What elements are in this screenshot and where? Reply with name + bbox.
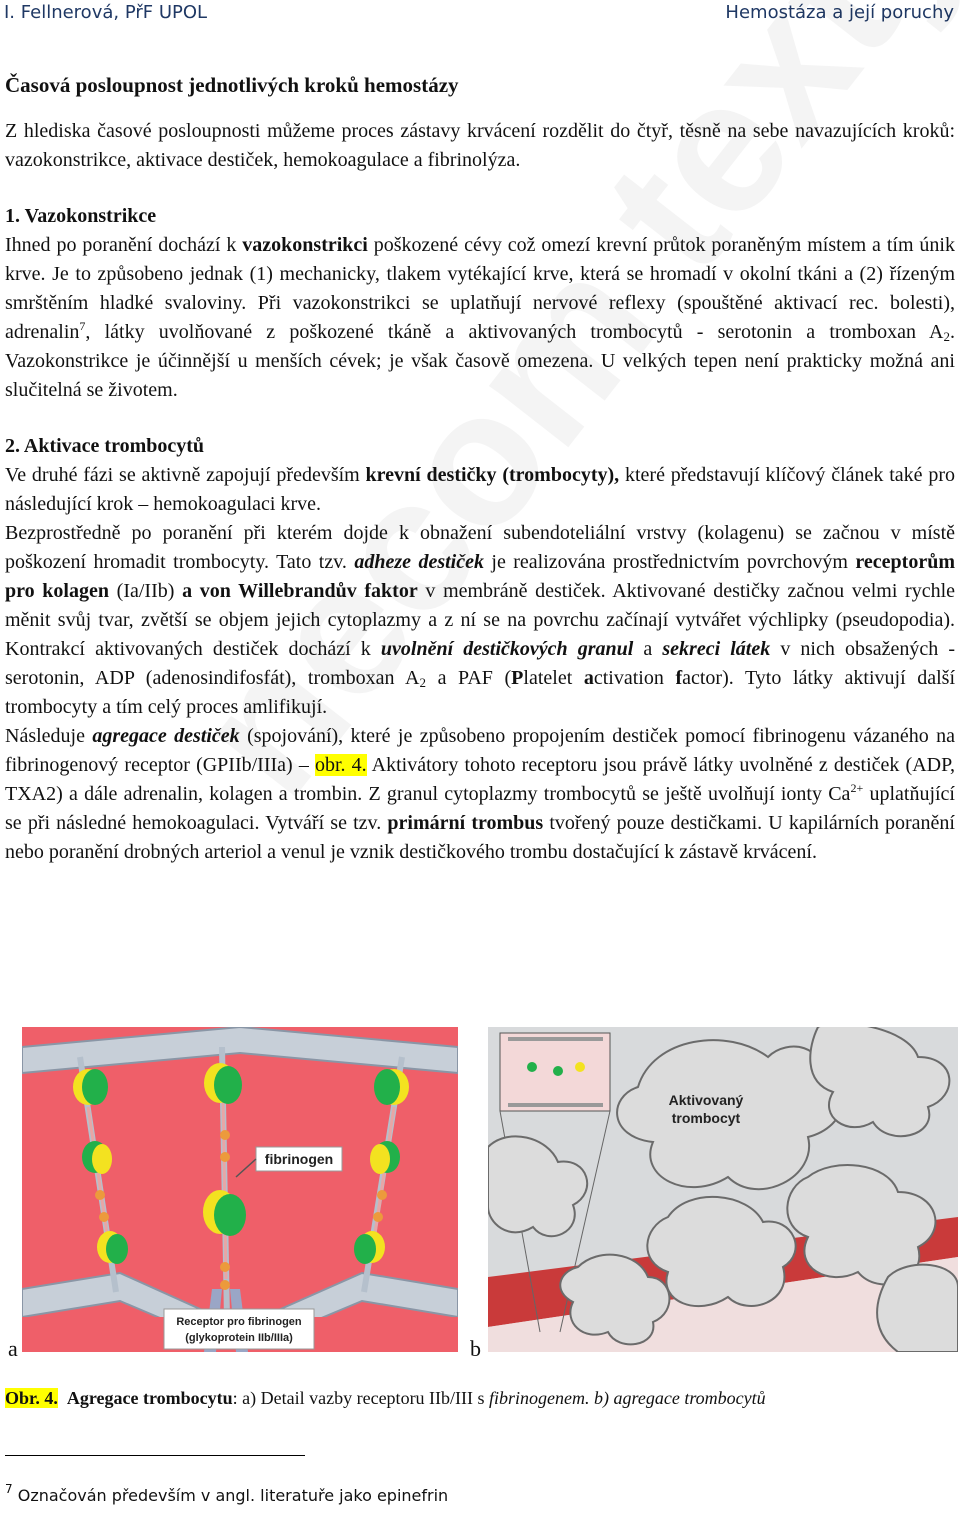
activated-platelet-label-line2: trombocyt — [671, 1110, 741, 1126]
figure-a-receptor-detail — [22, 1027, 458, 1352]
document-title: Časová posloupnost jednotlivých kroků hemostázy — [5, 73, 459, 97]
footnote-ref[interactable]: 7 — [79, 319, 86, 333]
caption-number: Obr. 4. — [5, 1388, 58, 1408]
header-author: I. Fellnerová, PřF UPOL — [4, 2, 208, 23]
section-1-paragraph: Ihned po poranění dochází k vazokonstrikci poškozené cévy což omezí krevní průtok poraněným místem a tím únik krve. Je to způsobeno jednak (1) mechanicky, tlakem vytékající krve, která se hromadí v okolní tkáni a (2) řízeným smrštěním hladké svaloviny. Při vazokonstrikci se uplatňují nervové reflexy (spouštěné aktivací rec. bolesti), adrenalin$^7$, látky uvolňované z poškozené tkáně a aktivovaných trombocytů - serotonin a tromboxan $A_2$. Vazokonstrikce je účinnější u menších cévek; je však časově omezena. U velkých tepen není prakticky možná ani slučitelná se životem. — [5, 234, 955, 401]
figure-b-label: b — [470, 1336, 481, 1361]
figure-caption: Obr. 4. Agregace trombocytu: a) Detail vazby receptoru IIb/III s fibrinogenem. b) agregace trombocytů — [5, 1388, 766, 1408]
figure-4 — [22, 1027, 957, 1362]
receptor-label-line1: Receptor pro fibrinogen — [176, 1316, 302, 1328]
figure-b-platelet-aggregation — [488, 1027, 958, 1352]
figure-reference[interactable]: obr. 4. — [314, 754, 367, 776]
section-1-title: 1. Vazokonstrikce — [5, 205, 157, 227]
section-2-paragraph-1: Ve druhé fázi se aktivně zapojují především krevní destičky (trombocyty), které představují klíčový článek také pro následující krok – hemokoagulaci krve. — [5, 464, 956, 515]
activated-platelet-label-line1: Aktivovaný — [668, 1092, 744, 1108]
footnote-separator — [5, 1455, 305, 1456]
section-2-paragraph-2: Bezprostředně po poranění při kterém dojde k obnažení subendoteliální vrstvy (kolagenu) se začnou v místě poškození hromadit trombocyty. Tato tzv. adheze destiček je realizována prostřednictvím povrchovým receptorům pro kolagen (Ia/IIb) a von Willebrandův faktor v membráně destiček. Aktivované destičky začnou velmi rychle měnit svůj tvar, zvětší se objem jejich cytoplazmy a z ní se na povrchu začínají vytvářet výchlipky (pseudopodia). Kontrakcí aktivovaných destiček dochází k uvolnění destičkových granul a sekreci látek v nich obsažených - serotonin, ADP (adenosindifosfát), tromboxan $A_2$ a PAF (Platelet activation factor). Tyto látky aktivují další trombocyty a tím celý proces amlifikují. — [5, 522, 956, 718]
footnote: $^7$ Označován především v angl. literatuře jako epinefrin — [5, 1482, 449, 1505]
header-topic: Hemostáza a její poruchy — [725, 2, 954, 23]
section-2-paragraph-3: Následuje agregace destiček (spojování), které je způsobeno propojením destiček pomocí fibrinogenu vázaného na fibrinogenový receptor (GPIIb/IIIa) – obr. 4. Aktivátory tohoto receptoru jsou právě látky uvolněné z destiček (ADP, TXA2) a dále adrenalin, kolagen a trombin. Z granul cytoplazmy trombocytů se ještě uvolňují ionty $Ca^{2+}$ uplatňující se při následné hemokoagulaci. Vytváří se tzv. primární trombus tvořený pouze destičkami. U kapilárních poranění nebo poranění drobných arteriol a venul je vznik destičkového trombu dostačující k zástavě krvácení. — [5, 725, 955, 863]
fibrinogen-label: fibrinogen — [264, 1151, 334, 1167]
document-body — [5, 70, 955, 867]
intro-paragraph: Z hlediska časové posloupnosti můžeme proces zástavy krvácení rozdělit do čtyř, těsně na sebe navazujících kroků: vazokonstrikce, aktivace destiček, hemokoagulace a fibrinolýza. — [5, 120, 955, 171]
page-header — [0, 0, 960, 30]
figure-a-label: a — [8, 1336, 18, 1361]
section-2-title: 2. Aktivace trombocytů — [5, 435, 205, 457]
receptor-label-line2: (glykoprotein IIb/IIIa) — [185, 1332, 293, 1344]
